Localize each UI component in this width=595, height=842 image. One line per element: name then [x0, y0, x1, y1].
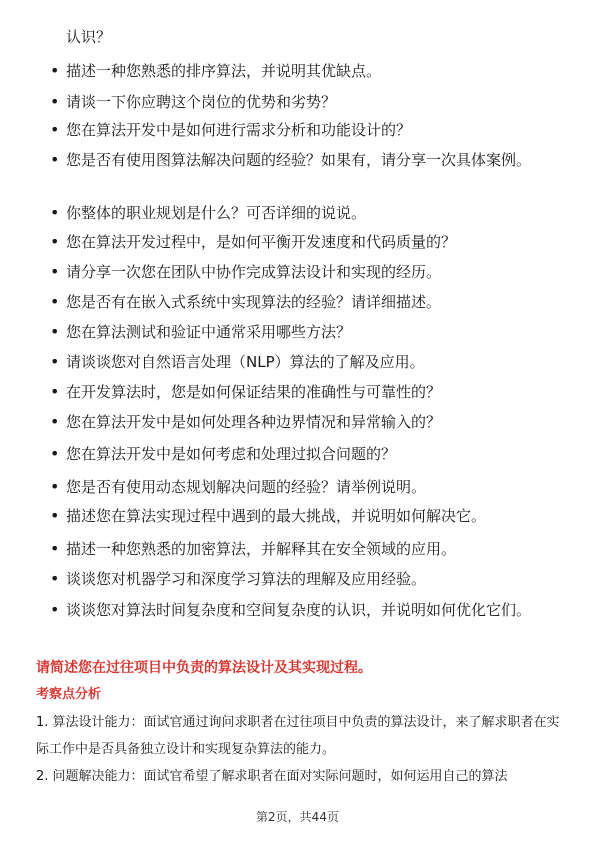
list-item: • 您在算法开发过程中，是如何平衡开发速度和代码质量的？ — [50, 232, 457, 251]
bullet-icon: • — [50, 322, 60, 341]
bullet-icon: • — [50, 292, 60, 311]
continuation-text: 认识？ — [66, 28, 112, 46]
list-item: • 您是否有使用图算法解决问题的经验？如果有，请分享一次具体案例。 — [50, 150, 532, 169]
bullet-icon: • — [50, 539, 60, 558]
list-item: • 您在算法测试和验证中通常采用哪些方法？ — [50, 322, 352, 341]
list-item: • 你整体的职业规划是什么？可否详细的说说。 — [50, 203, 367, 222]
bullet-icon: • — [50, 412, 60, 431]
bullet-icon: • — [50, 150, 60, 169]
list-item: • 您是否有在嵌入式系统中实现算法的经验？请详细描述。 — [50, 292, 442, 311]
page-number: 第2页，共44页 — [256, 810, 339, 824]
bullet-icon: • — [50, 506, 60, 525]
bullet-icon: • — [50, 262, 60, 281]
list-item: • 请谈谈您对自然语言处理（NLP）算法的了解及应用。 — [50, 352, 425, 371]
bullet-icon: • — [50, 600, 60, 619]
list-item: • 您在算法开发中是如何进行需求分析和功能设计的？ — [50, 120, 412, 139]
analysis-paragraph: 2. 问题解决能力：面试官希望了解求职者在面对实际问题时，如何运用自己的算法 — [36, 769, 508, 784]
bullet-icon: • — [50, 477, 60, 496]
bullet-icon: • — [50, 352, 60, 371]
question-title: 请简述您在过往项目中负责的算法设计及其实现过程。 — [36, 660, 372, 676]
bullet-icon: • — [50, 61, 60, 80]
list-item: • 您在算法开发中是如何处理各种边界情况和异常输入的？ — [50, 412, 442, 431]
analysis-paragraph: 1. 算法设计能力：面试官通过询问求职者在过往项目中负责的算法设计，来了解求职者在实际工作中是否具备独立设计和实现复杂算法的能力。 — [36, 715, 560, 757]
list-item: • 您是否有使用动态规划解决问题的经验？请举例说明。 — [50, 477, 427, 496]
list-item: • 请分享一次您在团队中协作完成算法设计和实现的经历。 — [50, 262, 442, 281]
list-item: • 请谈一下你应聘这个岗位的优势和劣势？ — [50, 92, 337, 111]
list-item: • 描述一种您熟悉的加密算法，并解释其在安全领域的应用。 — [50, 539, 457, 558]
analysis-heading: 考察点分析 — [36, 687, 102, 702]
list-item: • 谈谈您对算法时间复杂度和空间复杂度的认识，并说明如何优化它们。 — [50, 600, 532, 619]
list-item: • 在开发算法时，您是如何保证结果的准确性与可靠性的？ — [50, 382, 442, 401]
bullet-icon: • — [50, 569, 60, 588]
list-item: • 谈谈您对机器学习和深度学习算法的理解及应用经验。 — [50, 569, 427, 588]
list-item: • 描述您在算法实现过程中遇到的最大挑战，并说明如何解决它。 — [50, 506, 487, 525]
list-item: • 您在算法开发中是如何考虑和处理过拟合问题的？ — [50, 444, 397, 463]
bullet-icon: • — [50, 120, 60, 139]
bullet-icon: • — [50, 382, 60, 401]
bullet-icon: • — [50, 444, 60, 463]
bullet-icon: • — [50, 92, 60, 111]
list-item: • 描述一种您熟悉的排序算法，并说明其优缺点。 — [50, 61, 382, 80]
bullet-icon: • — [50, 203, 60, 222]
bullet-icon: • — [50, 232, 60, 251]
